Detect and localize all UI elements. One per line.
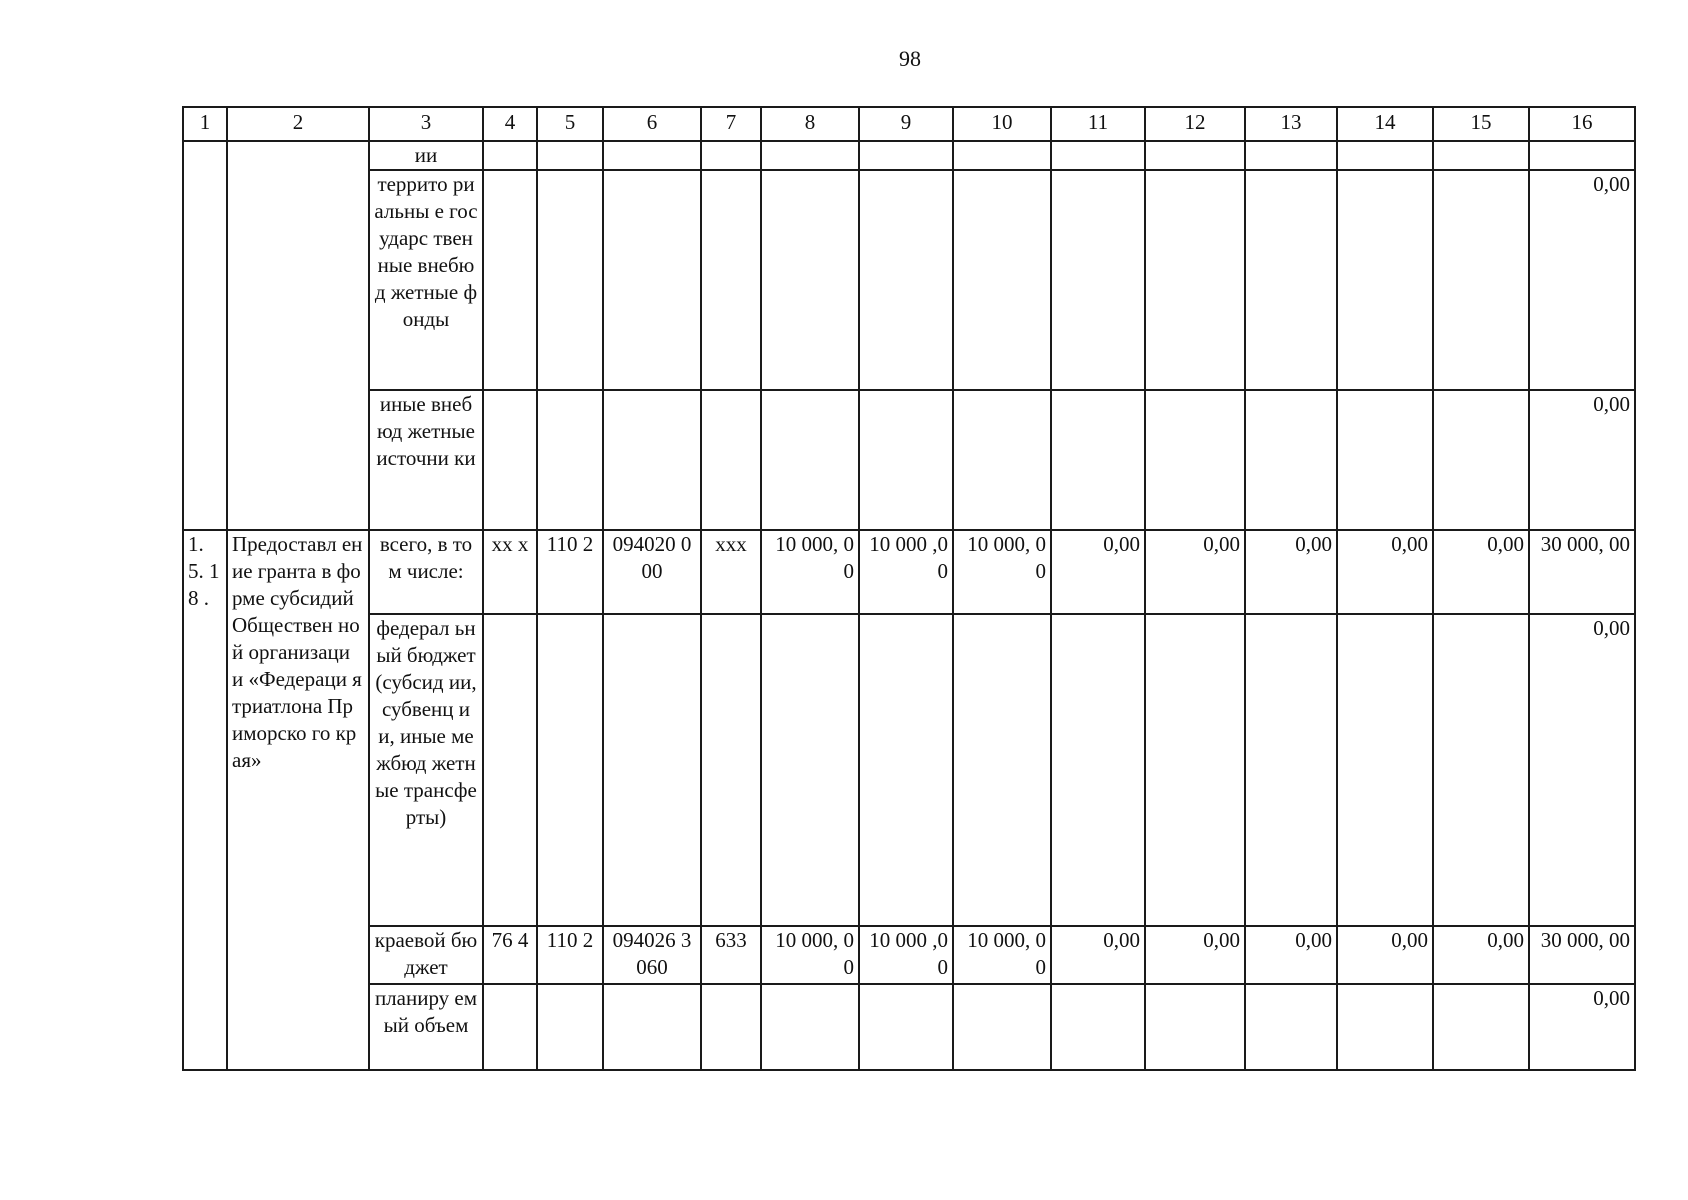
budget-table: [182, 106, 1636, 1071]
expense-type-cell: 633: [701, 926, 761, 984]
table-row: [183, 614, 1635, 926]
column-header: 4: [483, 107, 537, 141]
source-cell: всего, в том числе:: [369, 530, 483, 614]
amount-cell: 0,00: [1433, 926, 1529, 984]
page-number: 98: [899, 46, 921, 71]
column-header: 16: [1529, 107, 1635, 141]
table-row: [183, 390, 1635, 530]
amount-cell: 10 000 ,00: [859, 926, 953, 984]
total-cell: 0,00: [1529, 390, 1635, 530]
expense-type-cell: ххх: [701, 530, 761, 614]
source-cell: иные внебюд жетные источни ки: [369, 390, 483, 530]
total-cell: [1529, 141, 1635, 170]
section-cell: 110 2: [537, 926, 603, 984]
source-cell: федерал ьный бюджет (субсид ии, субвенц ии, иные межбюд жетные трансфе рты): [369, 614, 483, 926]
source-cell: краевой бюджет: [369, 926, 483, 984]
column-header: 13: [1245, 107, 1337, 141]
source-cell: планиру емый объем: [369, 984, 483, 1070]
amount-cell: 0,00: [1245, 926, 1337, 984]
column-header: 5: [537, 107, 603, 141]
target-article-cell: 094020 000: [603, 530, 701, 614]
section-cell: 110 2: [537, 530, 603, 614]
amount-cell: 10 000 ,00: [859, 530, 953, 614]
total-cell: 0,00: [1529, 170, 1635, 390]
column-header: 14: [1337, 107, 1433, 141]
amount-cell: 0,00: [1051, 926, 1145, 984]
column-header: 1: [183, 107, 227, 141]
amount-cell: 0,00: [1245, 530, 1337, 614]
column-header: 11: [1051, 107, 1145, 141]
total-cell: 0,00: [1529, 984, 1635, 1070]
grbs-cell: хх х: [483, 530, 537, 614]
total-cell: 30 000, 00: [1529, 926, 1635, 984]
table-row: [183, 141, 1635, 170]
amount-cell: 10 000, 00: [953, 530, 1051, 614]
name-cell-continued: [227, 141, 369, 530]
source-cell: террито риальны е государс твенные внебюд жетные фонды: [369, 170, 483, 390]
amount-cell: 0,00: [1337, 530, 1433, 614]
column-header: 10: [953, 107, 1051, 141]
source-cell: ии: [369, 141, 483, 170]
item-name: Предоставл ение гранта в форме субсидий Обществен ной организаци и «Федераци я триатлона Приморско го края»: [227, 530, 369, 1070]
column-header: 9: [859, 107, 953, 141]
column-header: 8: [761, 107, 859, 141]
number-cell-continued: [183, 141, 227, 530]
table-row: [183, 926, 1635, 984]
table-row: [183, 170, 1635, 390]
item-number: 1. 5. 18 .: [183, 530, 227, 1070]
table-row: [183, 984, 1635, 1070]
amount-cell: 10 000, 00: [761, 926, 859, 984]
grbs-cell: 76 4: [483, 926, 537, 984]
column-header: 15: [1433, 107, 1529, 141]
column-header: 6: [603, 107, 701, 141]
column-header: 7: [701, 107, 761, 141]
amount-cell: 0,00: [1337, 926, 1433, 984]
amount-cell: 0,00: [1433, 530, 1529, 614]
column-header: 12: [1145, 107, 1245, 141]
table-row: [183, 530, 1635, 614]
total-cell: 0,00: [1529, 614, 1635, 926]
column-header: 3: [369, 107, 483, 141]
target-article-cell: 094026 3060: [603, 926, 701, 984]
header-row: [183, 107, 1635, 141]
total-cell: 30 000, 00: [1529, 530, 1635, 614]
column-header: 2: [227, 107, 369, 141]
amount-cell: 10 000, 00: [761, 530, 859, 614]
amount-cell: 0,00: [1051, 530, 1145, 614]
amount-cell: 0,00: [1145, 926, 1245, 984]
amount-cell: 0,00: [1145, 530, 1245, 614]
amount-cell: 10 000, 00: [953, 926, 1051, 984]
